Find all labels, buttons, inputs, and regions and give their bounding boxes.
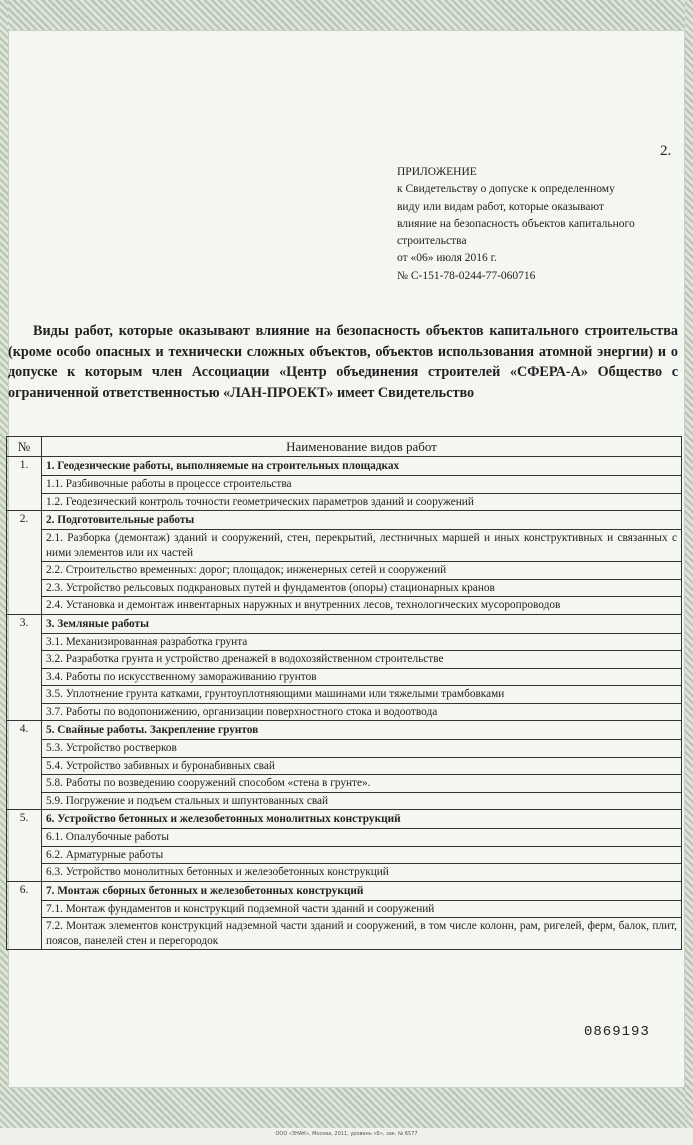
printer-imprint: ООО «ЗНАК», Москва, 2011, уровень «Б», зак. № 6577: [275, 1131, 418, 1137]
section-number: 2.: [7, 511, 42, 615]
work-item: 5.8. Работы по возведению сооружений способом «стена в грунте».: [42, 774, 681, 792]
section-content: [42, 614, 682, 721]
work-item: 5.9. Погружение и подъем стальных и шпунтованных свай: [42, 792, 681, 810]
section-number: 3.: [7, 614, 42, 721]
work-item: 2.1. Разборка (демонтаж) зданий и сооружений, стен, перекрытий, лестничных маршей и иных конструктивных и связанных с ними элементов или их частей: [42, 529, 681, 561]
header-number: №: [7, 437, 42, 457]
intro-paragraph: Виды работ, которые оказывают влияние на безопасность объектов капитального строительства (кроме особо опасных и технически сложных объектов, объектов использования атомной энергии) и о допуске к которым член Ассоциации «Центр объединения строителей «СФЕРА-А» Общество с ограниченной ответственностью «ЛАН-ПРОЕКТ» имеет Свидетельство: [8, 323, 678, 401]
serial-number: 0869193: [584, 1024, 650, 1040]
section-title: 2. Подготовительные работы: [46, 514, 195, 526]
work-item: 7.1. Монтаж фундаментов и конструкций подземной части зданий и сооружений: [42, 900, 681, 918]
work-item: 5.4. Устройство забивных и буронабивных свай: [42, 757, 681, 775]
table-row: [7, 810, 682, 882]
section-title: 6. Устройство бетонных и железобетонных монолитных конструкций: [46, 813, 401, 825]
section-content: [42, 810, 682, 882]
work-item: 2.2. Строительство временных: дорог; площадок; инженерных сетей и сооружений: [42, 561, 681, 579]
table-row: [7, 721, 682, 810]
section-content: [42, 881, 682, 950]
page-number: 2.: [660, 143, 672, 159]
section-title: 1. Геодезические работы, выполняемые на строительных площадках: [46, 460, 400, 472]
works-table-body: [7, 457, 682, 950]
section-title: 5. Свайные работы. Закрепление грунтов: [46, 724, 259, 736]
work-item: 3.1. Механизированная разработка грунта: [42, 633, 681, 651]
table-row: [7, 881, 682, 950]
appendix-line: от «06» июля 2016 г.: [397, 252, 497, 265]
table-row: [7, 614, 682, 721]
work-item: 6.3. Устройство монолитных бетонных и железобетонных конструкций: [42, 863, 681, 881]
appendix-line: ПРИЛОЖЕНИЕ: [397, 166, 477, 178]
work-item: 6.2. Арматурные работы: [42, 846, 681, 864]
section-title: 7. Монтаж сборных бетонных и железобетонных конструкций: [46, 884, 364, 897]
work-item: 7.2. Монтаж элементов конструкций надземной части зданий и сооружений, в том числе колонн, рам, ригелей, ферм, балок, плит, поясов, панелей стен и перегородок: [42, 917, 681, 949]
section-number: 5.: [7, 810, 42, 882]
header-work-name: Наименование видов работ: [42, 437, 682, 457]
work-item: 6.1. Опалубочные работы: [42, 828, 681, 846]
work-item: 3.2. Разработка грунта и устройство дренажей в водохозяйственном строительстве: [42, 650, 681, 668]
appendix-line: виду или видам работ, которые оказывают: [397, 200, 604, 213]
works-table: [6, 436, 682, 950]
guilloche-border-top: [0, 0, 693, 30]
work-item: 5.3. Устройство ростверков: [42, 739, 681, 757]
work-item: 1.1. Разбивочные работы в процессе строительства: [42, 475, 681, 493]
work-item: 2.3. Устройство рельсовых подкрановых путей и фундаментов (опоры) стационарных кранов: [42, 579, 681, 597]
appendix-line: влияние на безопасность объектов капитального: [397, 217, 635, 230]
appendix-line: строительства: [397, 235, 467, 248]
appendix-header: [397, 164, 687, 285]
work-item: 2.4. Установка и демонтаж инвентарных наружных и внутренних лесов, технологических мусоропроводов: [42, 596, 681, 614]
work-item: 3.5. Уплотнение грунта катками, грунтоуплотняющими машинами или тяжелыми трамбовками: [42, 685, 681, 703]
guilloche-border-bottom: [0, 1088, 693, 1128]
work-item: 1.2. Геодезический контроль точности геометрических параметров зданий и сооружений: [42, 493, 681, 511]
section-content: [42, 457, 682, 511]
section-title: 3. Земляные работы: [46, 617, 149, 630]
table-row: [7, 511, 682, 615]
section-number: 1.: [7, 457, 42, 511]
section-number: 4.: [7, 721, 42, 810]
work-item: 3.4. Работы по искусственному замораживанию грунтов: [42, 668, 681, 686]
appendix-line: к Свидетельству о допуске к определенному: [397, 183, 615, 196]
appendix-line: № С-151-78-0244-77-060716: [397, 269, 536, 282]
table-row: [7, 457, 682, 511]
section-content: [42, 721, 682, 810]
section-number: 6.: [7, 881, 42, 950]
work-item: 3.7. Работы по водопонижению, организации поверхностного стока и водоотвода: [42, 703, 681, 721]
table-header-row: [7, 437, 682, 457]
section-content: [42, 511, 682, 615]
